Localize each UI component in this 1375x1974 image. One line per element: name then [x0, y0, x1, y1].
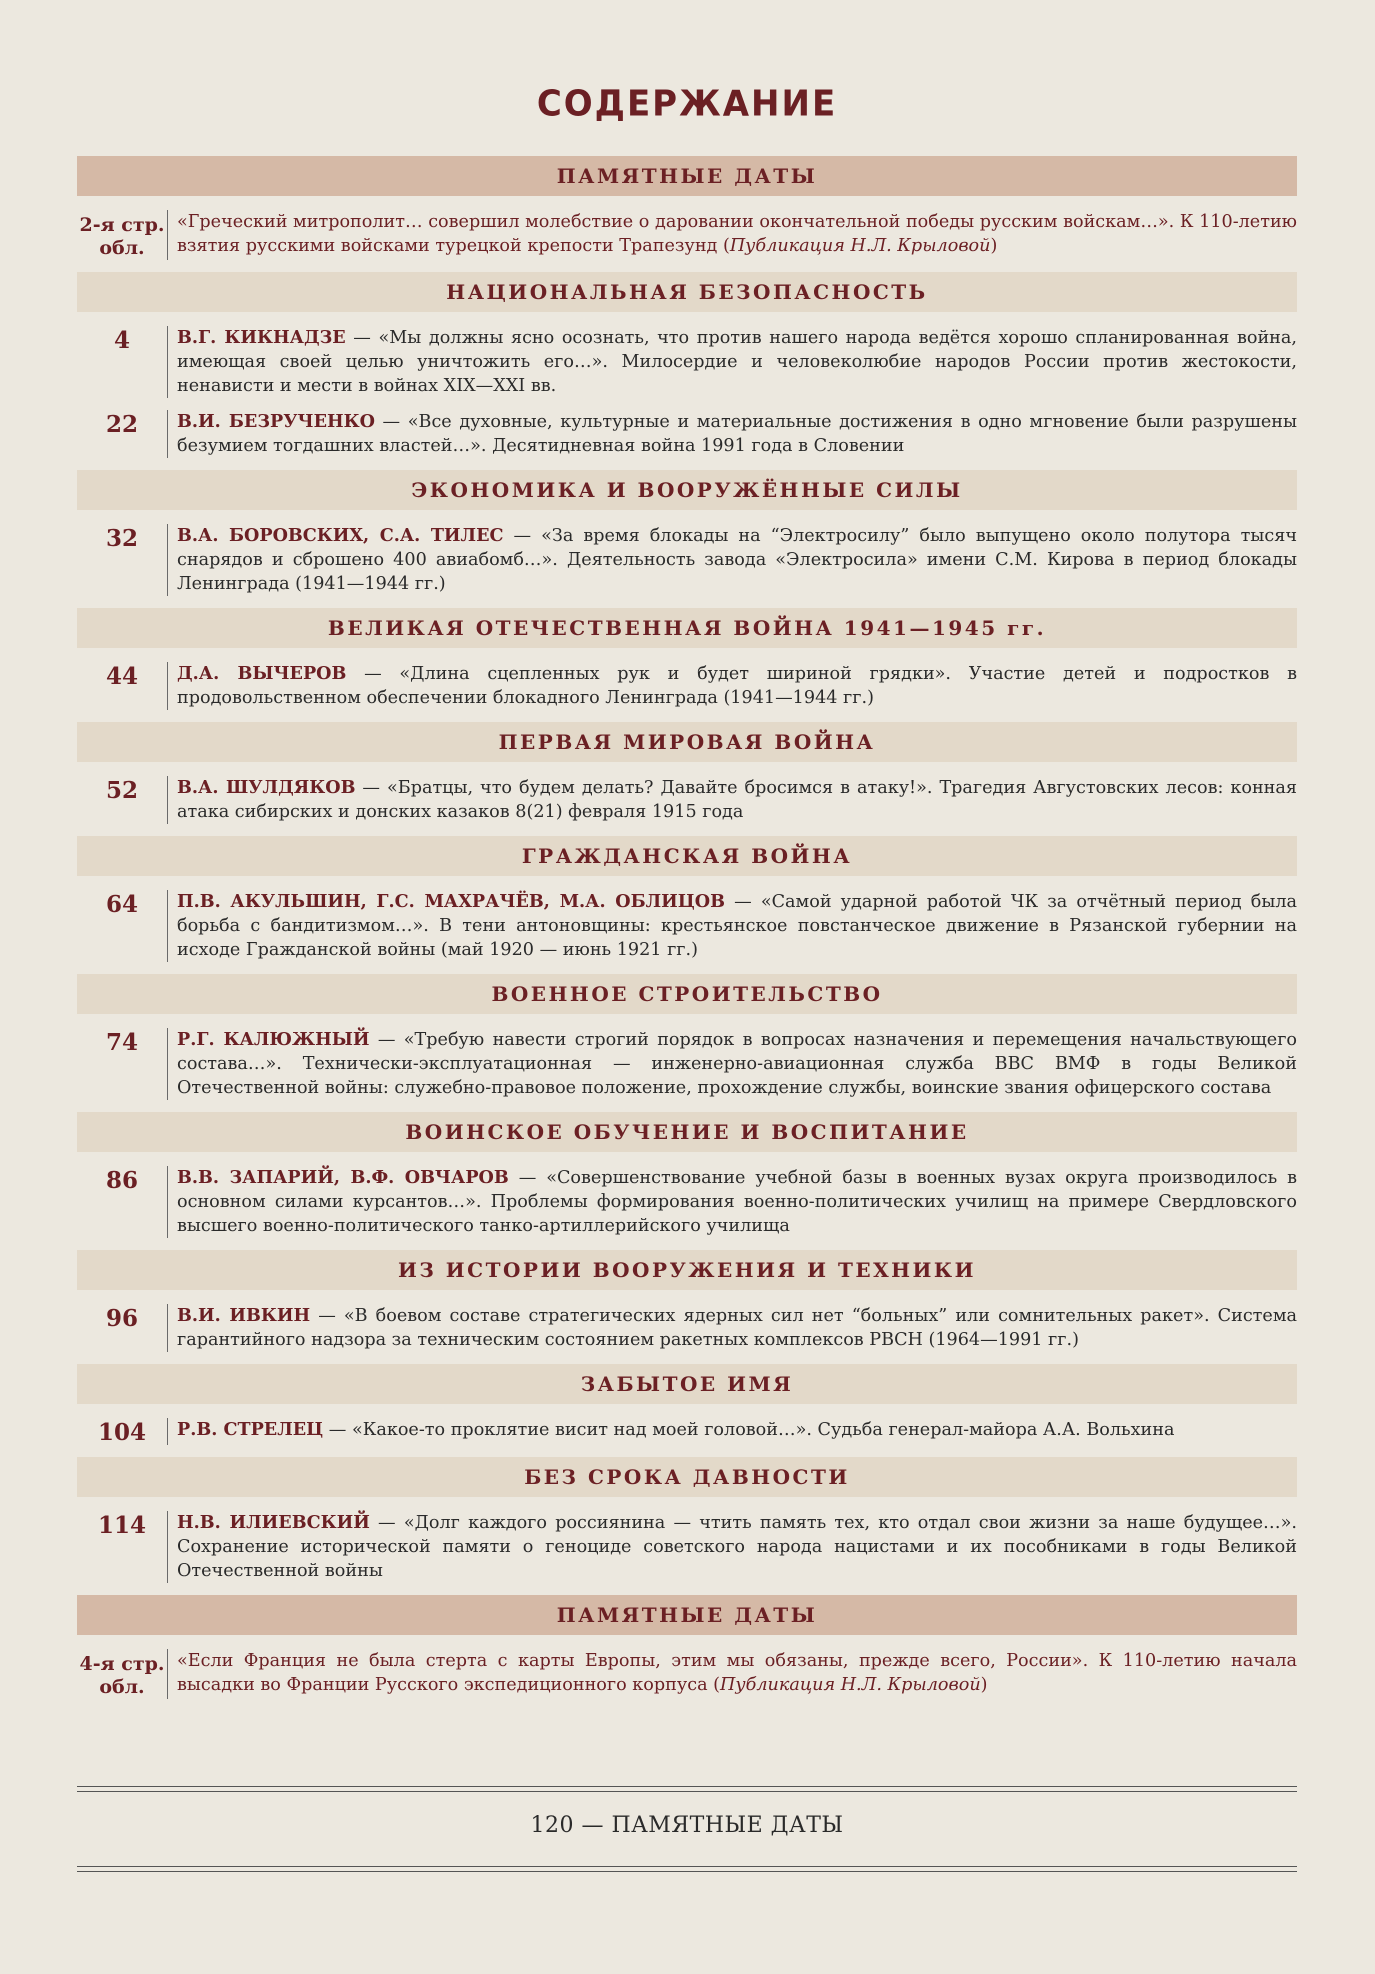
section-heading: ИЗ ИСТОРИИ ВООРУЖЕНИЯ И ТЕХНИКИ — [77, 1250, 1297, 1290]
entry-author: В.Г. КИКНАДЗЕ — [177, 327, 346, 348]
section-heading: ЭКОНОМИКА И ВООРУЖЁННЫЕ СИЛЫ — [77, 470, 1297, 510]
divider-line — [77, 1871, 1297, 1872]
section-heading: ПЕРВАЯ МИРОВАЯ ВОЙНА — [77, 722, 1297, 762]
entry-author: Р.В. СТРЕЛЕЦ — [177, 1419, 324, 1440]
page-number: 22 — [77, 410, 168, 458]
entry-author: П.В. АКУЛЬШИН, Г.С. МАХРАЧЁВ, М.А. ОБЛИЦОВ — [177, 891, 726, 912]
page-number: 4 — [77, 326, 168, 398]
toc-entry[interactable] — [77, 648, 1297, 722]
page-number: 74 — [77, 1028, 168, 1100]
entry-text — [168, 890, 1297, 962]
entry-author: В.И. БЕЗРУЧЕНКО — [177, 411, 375, 432]
page-number: 96 — [77, 1304, 168, 1352]
page-number: 44 — [77, 662, 168, 710]
entry-description: «Греческий митрополит… совершил молебствие о даровании окончательной победы русским войскам…». К 110-летию взятия русскими войсками турецкой крепости Трапезунд ( — [177, 212, 1297, 256]
toc-entry[interactable] — [77, 1152, 1297, 1250]
entry-author: Д.А. ВЫЧЕРОВ — [177, 663, 347, 684]
entry-description: — «Самой ударной работой ЧК за отчётный период была борьба с бандитизмом…». В тени антоновщины: крестьянское повстанческое движение в Рязанской губернии на исходе Гражданской войны (май 1920 — июнь 1921 гг.) — [177, 892, 1297, 960]
entry-description: — «В боевом составе стратегических ядерных сил нет “больных” или сомнительных ракет». Система гарантийного надзора за техническим состоянием ракетных комплексов РВСН (1964—1991 гг.) — [177, 1306, 1297, 1350]
page-number: 64 — [77, 890, 168, 962]
entry-text — [168, 1166, 1297, 1238]
divider-line — [77, 1866, 1297, 1867]
entry-description: — «Все духовные, культурные и материальные достижения в одно мгновение были разрушены безумием тогдашних властей…». Десятидневная война 1991 года в Словении — [177, 412, 1297, 456]
page-number: 114 — [77, 1511, 168, 1583]
entry-text — [168, 1304, 1297, 1352]
page-number: 4-я стр. обл. — [77, 1649, 168, 1699]
entry-tail: ) — [980, 1675, 988, 1695]
publication-note: Публикация Н.Л. Крыловой — [729, 236, 991, 256]
section-heading: ЗАБЫТОЕ ИМЯ — [77, 1364, 1297, 1404]
toc-entry[interactable] — [77, 510, 1297, 608]
entry-author: Н.В. ИЛИЕВСКИЙ — [177, 1512, 370, 1533]
page-title: СОДЕРЖАНИЕ — [536, 83, 838, 125]
entry-author: В.А. БОРОВСКИХ, С.А. ТИЛЕС — [177, 525, 504, 546]
entry-text — [168, 410, 1297, 458]
toc-entry[interactable] — [77, 1497, 1297, 1595]
entry-description: — «Требую навести строгий порядок в вопросах назначения и перемещения начальствующего состава…». Технически-эксплуатационная — инженерно-авиационная служба ВВС ВМФ в годы Великой Отечественной войны: служебно-правовое положение, прохождение службы, воинские звания офицерского состава — [177, 1030, 1298, 1098]
page-number: 104 — [77, 1418, 168, 1445]
section-heading: ВЕЛИКАЯ ОТЕЧЕСТВЕННАЯ ВОЙНА 1941—1945 гг. — [77, 608, 1297, 648]
toc-entry[interactable] — [77, 196, 1297, 272]
entry-author: В.А. ШУЛДЯКОВ — [177, 777, 356, 798]
toc-entry[interactable] — [77, 410, 1297, 470]
section-heading: БЕЗ СРОКА ДАВНОСТИ — [77, 1457, 1297, 1497]
page-number: 2-я стр. обл. — [77, 210, 168, 260]
entry-description: — «Мы должны ясно осознать, что против нашего народа ведётся хорошо спланированная война, имеющая своей целью уничтожить его…». Милосердие и человеколюбие народов России против жестокости, ненависти и мести в войнах XIX—XXI вв. — [177, 328, 1297, 396]
toc-entry[interactable] — [77, 876, 1297, 974]
footer-divider-bottom — [77, 1866, 1297, 1872]
section-heading: ГРАЖДАНСКАЯ ВОЙНА — [77, 836, 1297, 876]
page-footer: 120 — ПАМЯТНЫЕ ДАТЫ — [530, 1813, 844, 1838]
entry-author: Р.Г. КАЛЮЖНЫЙ — [177, 1029, 370, 1050]
toc-entry[interactable] — [77, 762, 1297, 836]
page-number: 52 — [77, 776, 168, 824]
entry-description: — «Совершенствование учебной базы в военных вузах округа производилось в основном силами курсантов…». Проблемы формирования военно-политических училищ на примере Свердловского высшего военно-политического танко-артиллерийского училища — [177, 1168, 1297, 1236]
entry-text — [168, 1511, 1297, 1583]
entry-author: В.В. ЗАПАРИЙ, В.Ф. ОВЧАРОВ — [177, 1167, 509, 1188]
toc-entry[interactable] — [77, 312, 1297, 410]
footer-divider-top — [77, 1786, 1297, 1792]
section-heading: ВОИНСКОЕ ОБУЧЕНИЕ И ВОСПИТАНИЕ — [77, 1112, 1297, 1152]
entry-description: — «Братцы, что будем делать? Давайте бросимся в атаку!». Трагедия Августовских лесов: конная атака сибирских и донских казаков 8(21) февраля 1915 года — [177, 778, 1297, 822]
table-of-contents — [77, 156, 1297, 1711]
entry-description: — «Длина сцепленных рук и будет шириной грядки». Участие детей и подростков в продовольственном обеспечении блокадного Ленинграда (1941—1944 гг.) — [177, 664, 1297, 708]
section-heading: ПАМЯТНЫЕ ДАТЫ — [77, 156, 1297, 196]
entry-description: «Если Франция не была стерта с карты Европы, этим мы обязаны, прежде всего, России». К 110-летию начала высадки во Франции Русского экспедиционного корпуса ( — [177, 1651, 1297, 1695]
entry-tail: ) — [990, 236, 998, 256]
page-number: 86 — [77, 1166, 168, 1238]
entry-author: В.И. ИВКИН — [177, 1305, 311, 1326]
divider-line — [77, 1791, 1297, 1792]
entry-description: — «Долг каждого россиянина — чтить память тех, кто отдал свои жизни за наше будущее…». Сохранение исторической памяти о геноциде советского народа нацистами и их пособниками в годы Великой Отечественной войны — [177, 1513, 1297, 1581]
toc-entry[interactable] — [77, 1290, 1297, 1364]
section-heading: ПАМЯТНЫЕ ДАТЫ — [77, 1595, 1297, 1635]
entry-description: — «Какое-то проклятие висит над моей головой…». Судьба генерал-майора А.А. Вольхина — [323, 1420, 1175, 1440]
section-heading: ВОЕННОЕ СТРОИТЕЛЬСТВО — [77, 974, 1297, 1014]
entry-text — [168, 1649, 1297, 1699]
divider-line — [77, 1786, 1297, 1787]
toc-entry[interactable] — [77, 1014, 1297, 1112]
section-heading: НАЦИОНАЛЬНАЯ БЕЗОПАСНОСТЬ — [77, 272, 1297, 312]
page-number: 32 — [77, 524, 168, 596]
toc-entry[interactable] — [77, 1635, 1297, 1711]
entry-text — [168, 326, 1297, 398]
entry-text — [168, 1028, 1297, 1100]
entry-text — [168, 1418, 1297, 1445]
entry-description: — «За время блокады на “Электросилу” было выпущено около полутора тысяч снарядов и сброшено 400 авиабомб…». Деятельность завода «Электросила» имени С.М. Кирова в период блокады Ленинграда (1941—1944 гг.) — [177, 526, 1298, 594]
entry-text — [168, 524, 1297, 596]
publication-note: Публикация Н.Л. Крыловой — [720, 1675, 981, 1695]
toc-entry[interactable] — [77, 1404, 1297, 1457]
entry-text — [168, 776, 1297, 824]
entry-text — [168, 662, 1297, 710]
entry-text — [168, 210, 1297, 260]
